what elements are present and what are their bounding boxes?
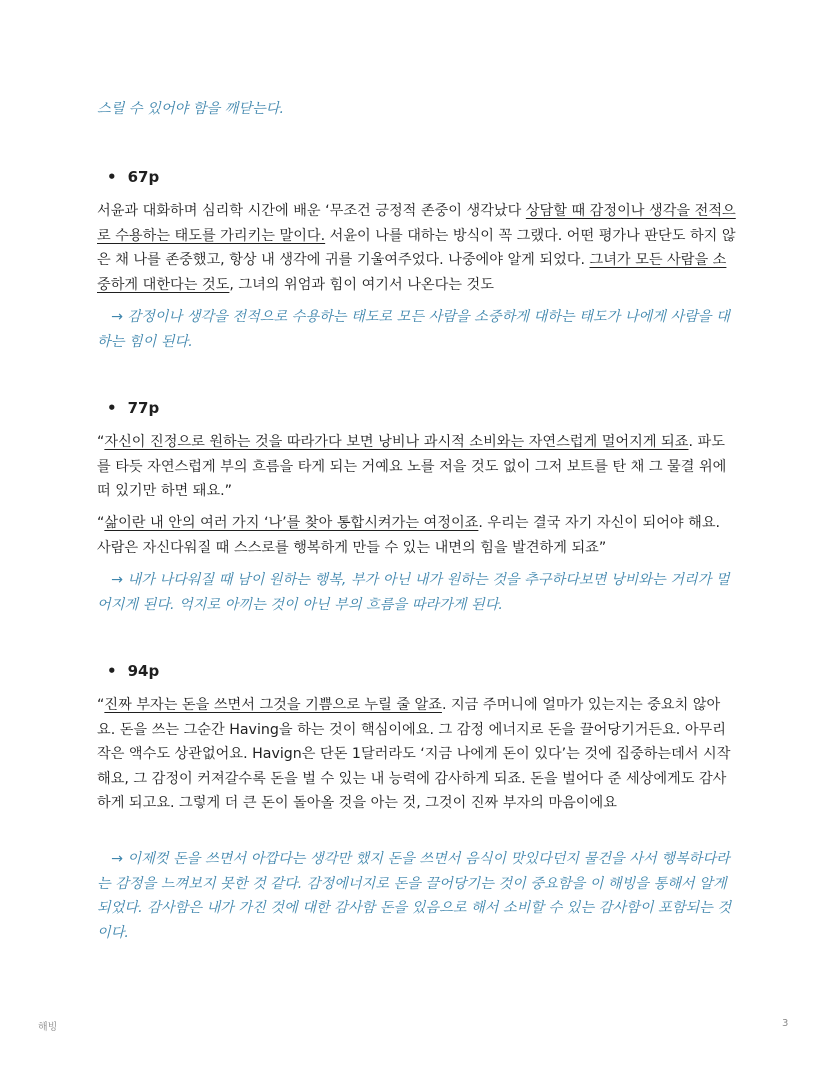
section-heading-67p <box>107 167 159 187</box>
note-77p: → 내가 나다워질 때 남이 원하는 행복, 부가 아닌 내가 원하는 것을 추구하다보면 낭비와는 거리가 멀어지게 된다. 억지로 아끼는 것이 아닌 부의 흐름을 따라가게 된다. <box>97 572 730 613</box>
underlined-text: 진짜 부자는 돈을 쓰면서 그것을 기쁨으로 누릴 줄 알죠 <box>104 697 442 713</box>
quote-94p: “진짜 부자는 돈을 쓰면서 그것을 기쁨으로 누릴 줄 알죠. 지금 주머니에 얼마가 있는지는 중요치 않아요. 돈을 쓰는 그순간 Having을 하는 것이 핵심이에요. 그 감정 에너지로 돈을 끌어당기거든요. 아무리 작은 액수도 상관없어요. Havign은 단돈 1달러라도 ‘지금 나에게 돈이 있다’는 것에 집중하는데서 시작해요, 그 감정이 커져갈수록 돈을 벌 수 있는 내 능력에 감사하게 되죠. 돈을 벌어다 준 세상에게도 감사하게 되고요. 그렇게 더 큰 돈이 돌아올 것을 아는 것, 그것이 진짜 부자의 마음이에요 <box>97 697 731 811</box>
note-67p: → 감정이나 생각을 전적으로 수용하는 태도로 모든 사람을 소중하게 대하는 태도가 나에게 사람을 대하는 힘이 된다. <box>97 309 730 350</box>
intro-note: 스릴 수 있어야 함을 깨닫는다. <box>97 101 285 117</box>
heading-label: 67p <box>127 168 160 186</box>
note-94p: → 이제껏 돈을 쓰면서 아깝다는 생각만 했지 돈을 쓰면서 음식이 맛있다던지 물건을 사서 행복하다라는 감정을 느껴보지 못한 것 같다. 감정에너지로 돈을 끌어당기는 것이 중요함을 이 해빙을 통해서 알게 되었다. 감사함은 내가 가진 것에 대한 감사함 돈을 있음으로 해서 소비할 수 있는 감사함이 포함되는 것이다. <box>97 851 732 941</box>
section-heading-77p <box>107 398 159 418</box>
heading-label: 94p <box>127 662 160 680</box>
underlined-text: 상담할 때 감정이나 생각을 전적으로 수용하는 태도를 가리키는 말이다. <box>97 203 736 244</box>
quote-67p: 서윤과 대화하며 심리학 시간에 배운 ‘무조건 긍정적 존중이 생각났다 상담할 때 감정이나 생각을 전적으로 수용하는 태도를 가리키는 말이다. 서윤이 나를 대하는 방식이 꼭 그랬다. 어떤 평가나 판단도 하지 않은 채 나를 존중했고, 항상 내 생각에 귀를 기울여주었다. 나중에야 알게 되었다. 그녀가 모든 사람을 소중하게 대한다는 것도, 그녀의 위엄과 힘이 여기서 나온다는 것도 <box>97 203 736 293</box>
bullet-icon: • <box>107 662 117 680</box>
page-number: 3 <box>782 1018 789 1029</box>
footer-title: 해빙 <box>38 1022 58 1033</box>
bullet-icon: • <box>107 168 117 186</box>
heading-label: 77p <box>127 399 160 417</box>
underlined-text: 삶이란 내 안의 여러 가지 ‘나’를 찾아 통합시켜가는 여정이죠 <box>104 515 479 531</box>
underlined-text: 자신이 진정으로 원하는 것을 따라가다 보면 낭비나 과시적 소비와는 자연스럽게 멀어지게 되죠 <box>104 434 689 450</box>
section-heading-94p <box>107 661 159 681</box>
bullet-icon: • <box>107 399 117 417</box>
quote-77p-2: “삶이란 내 안의 여러 가지 ‘나’를 찾아 통합시켜가는 여정이죠. 우리는 결국 자기 자신이 되어야 해요. 사람은 자신다워질 때 스스로를 행복하게 만들 수 있는 내면의 힘을 발견하게 되죠” <box>97 515 721 556</box>
quote-77p-1: “자신이 진정으로 원하는 것을 따라가다 보면 낭비나 과시적 소비와는 자연스럽게 멀어지게 되죠. 파도를 타듯 자연스럽게 부의 흐름을 타게 되는 거예요 노를 저을 것도 없이 그저 보트를 탄 채 그 물결 위에 떠 있기만 하면 돼요.” <box>97 434 727 499</box>
underlined-text: 그녀가 모든 사람을 소중하게 대한다는 것도 <box>97 252 727 293</box>
